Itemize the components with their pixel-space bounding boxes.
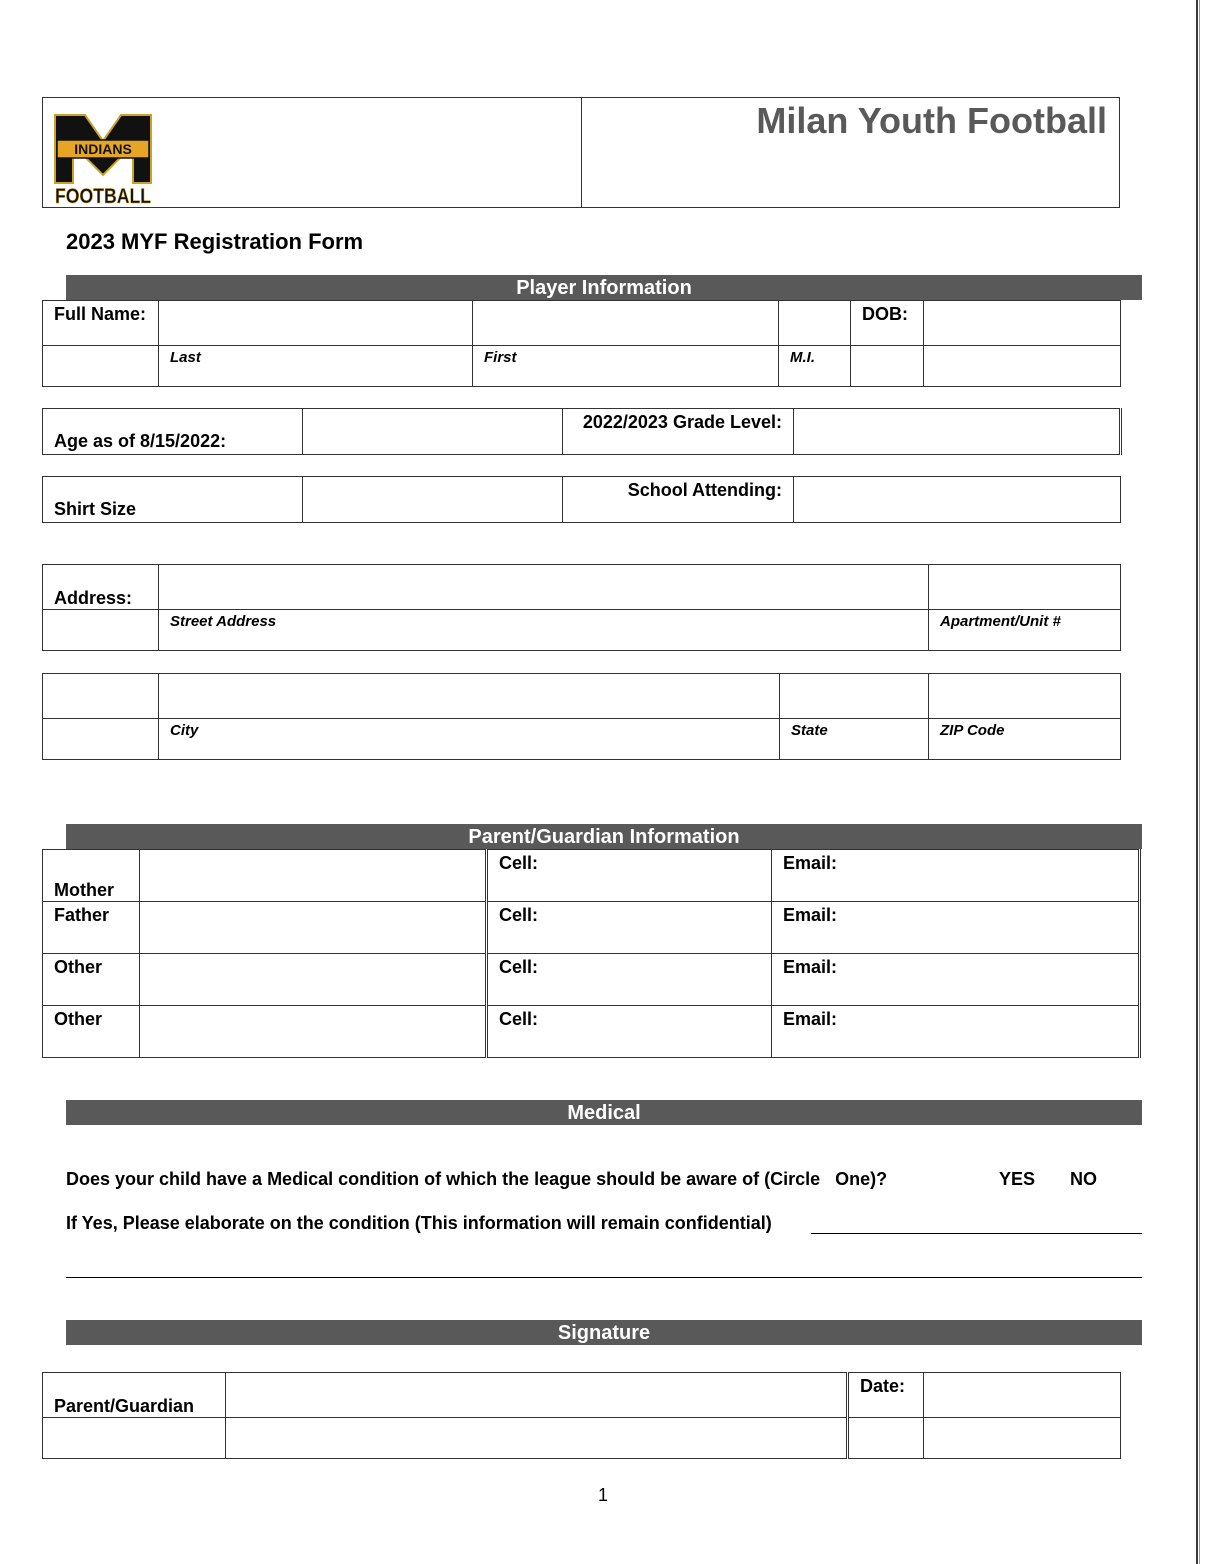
medical-question: Does your child have a Medical condition of which the league should be aware of (Circle One)? [66, 1169, 888, 1189]
city-field[interactable] [159, 674, 780, 719]
email-label: Email: [772, 902, 1140, 954]
address-spacer [43, 610, 159, 651]
parent-row-label: Other [43, 1006, 140, 1058]
logo-text-top: INDIANS [74, 141, 132, 157]
school-label: School Attending: [563, 477, 794, 523]
elaborate-line-2[interactable] [66, 1277, 1142, 1278]
medical-elaborate-label: If Yes, Please elaborate on the condition (This information will remain confidential) [66, 1213, 772, 1233]
last-label: Last [159, 346, 473, 387]
age-label: Age as of 8/15/2022: [43, 409, 303, 455]
shirt-field[interactable] [303, 477, 563, 523]
shirt-school-table [42, 476, 1121, 523]
header-divider [581, 97, 582, 208]
parents-table [42, 849, 1141, 1058]
address-table [42, 564, 1121, 651]
grade-label: 2022/2023 Grade Level: [563, 409, 794, 455]
signature-spacer [226, 1418, 848, 1459]
full-name-label: Full Name: [43, 301, 159, 346]
cell-label: Cell: [487, 902, 772, 954]
street-field[interactable] [159, 565, 929, 610]
logo-text-bottom: FOOTBALL [55, 185, 152, 208]
name-spacer [851, 346, 924, 387]
age-field[interactable] [303, 409, 563, 455]
city-table [42, 673, 1121, 760]
email-label: Email: [772, 1006, 1140, 1058]
yes-option[interactable]: YES [999, 1169, 1036, 1189]
page-number: 1 [598, 1485, 609, 1505]
cell-label: Cell: [487, 954, 772, 1006]
school-field[interactable] [794, 477, 1121, 523]
signature-spacer [848, 1418, 924, 1459]
parent-guardian-label: Parent/Guardian [43, 1373, 226, 1418]
medical-section-header: Medical [66, 1100, 1142, 1125]
address-label: Address: [43, 565, 159, 610]
name-spacer [924, 346, 1121, 387]
age-grade-table [42, 408, 1122, 455]
parent-row-label: Other [43, 954, 140, 1006]
apt-label: Apartment/Unit # [929, 610, 1121, 651]
parent-name-field[interactable] [140, 850, 487, 902]
parent-row-label: Mother [43, 850, 140, 902]
signature-section-header: Signature [66, 1320, 1142, 1345]
grade-field[interactable] [794, 409, 1121, 455]
email-label: Email: [772, 954, 1140, 1006]
state-label: State [780, 719, 929, 760]
cell-label: Cell: [487, 1006, 772, 1058]
date-label: Date: [848, 1373, 924, 1418]
city-spacer [43, 719, 159, 760]
cell-label: Cell: [487, 850, 772, 902]
dob-field[interactable] [924, 301, 1121, 346]
city-spacer [43, 674, 159, 719]
form-title: 2023 MYF Registration Form [66, 229, 364, 254]
signature-spacer [43, 1418, 226, 1459]
signature-field[interactable] [226, 1373, 848, 1418]
last-name-field[interactable] [159, 301, 473, 346]
street-label: Street Address [159, 610, 929, 651]
parent-row-label: Father [43, 902, 140, 954]
signature-spacer [924, 1418, 1121, 1459]
elaborate-line-1[interactable] [811, 1233, 1142, 1234]
mi-label: M.I. [779, 346, 851, 387]
parent-name-field[interactable] [140, 902, 487, 954]
page-edge-shadow [1199, 0, 1200, 1564]
zip-field[interactable] [929, 674, 1121, 719]
signature-table [42, 1372, 1121, 1459]
page-edge [1196, 0, 1198, 1564]
name-table [42, 300, 1121, 387]
parent-name-field[interactable] [140, 954, 487, 1006]
first-label: First [473, 346, 779, 387]
mi-field[interactable] [779, 301, 851, 346]
apt-field[interactable] [929, 565, 1121, 610]
first-name-field[interactable] [473, 301, 779, 346]
email-label: Email: [772, 850, 1140, 902]
player-section-header: Player Information [66, 275, 1142, 300]
parent-section-header: Parent/Guardian Information [66, 824, 1142, 849]
date-field[interactable] [924, 1373, 1121, 1418]
state-field[interactable] [780, 674, 929, 719]
dob-label: DOB: [851, 301, 924, 346]
zip-label: ZIP Code [929, 719, 1121, 760]
shirt-label: Shirt Size [43, 477, 303, 523]
org-name: Milan Youth Football [756, 100, 1107, 141]
city-label: City [159, 719, 780, 760]
team-logo [53, 113, 153, 206]
no-option[interactable]: NO [1070, 1169, 1097, 1189]
parent-name-field[interactable] [140, 1006, 487, 1058]
name-spacer [43, 346, 159, 387]
